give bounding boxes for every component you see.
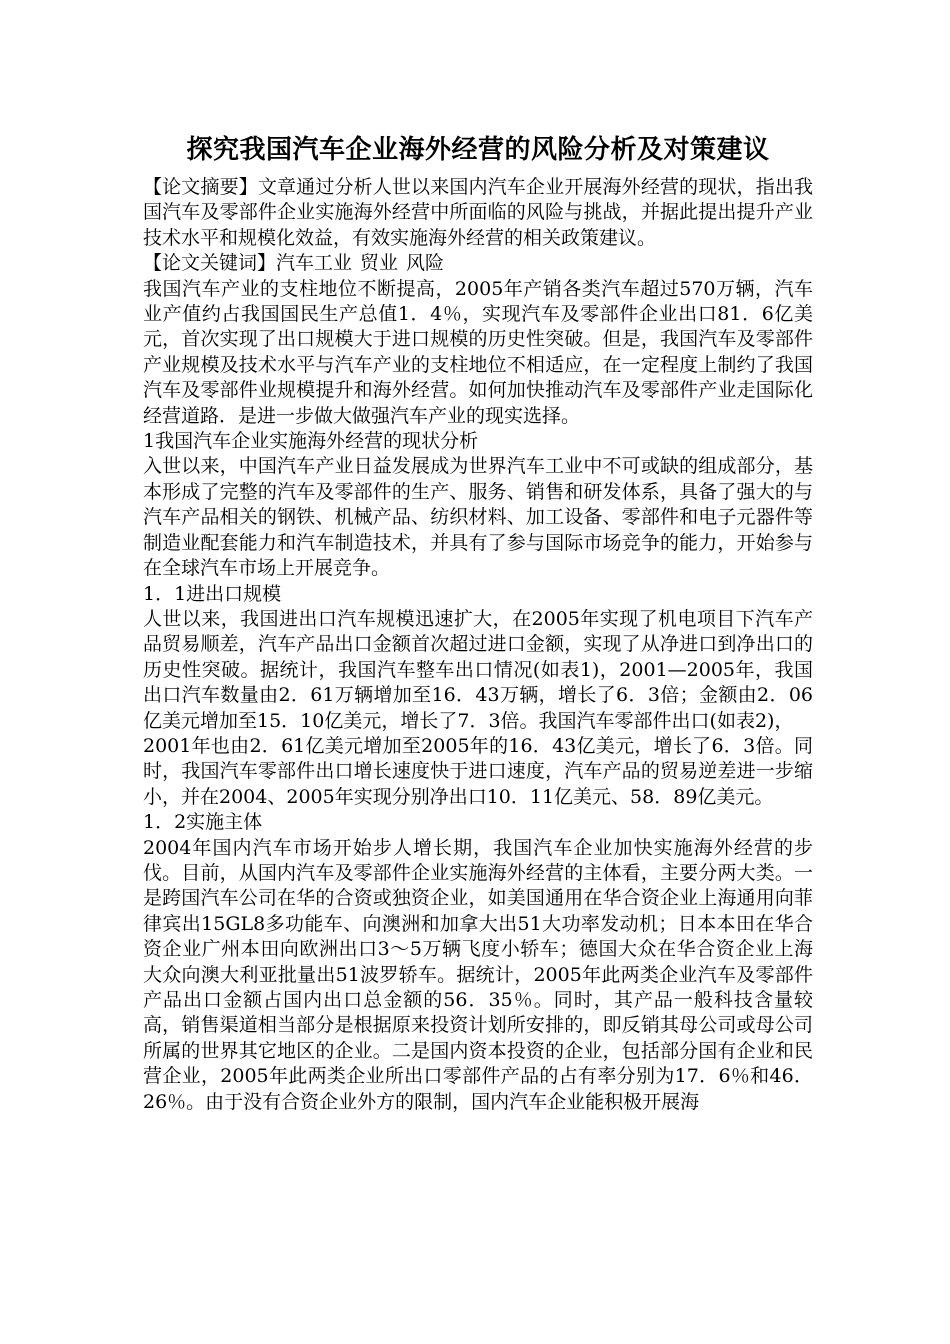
intro-paragraph: 我国汽车产业的支柱地位不断提高，2005年产销各类汽车超过570万辆，汽车业产值约占我国国民生产总值1．4％，实现汽车及零部件企业出口81．6亿美元，首次实现了出口规模大于进口规模的历史性突破。但是，我国汽车及零部件产业规模及技术水平与汽车产业的支柱地位不相适应，在一定程度上制约了我国汽车及零部件业规模提升和海外经营。如何加快推动汽车及零部件产业走国际化经营道路．是进一步做大做强汽车产业的现实选择。	[143, 277, 813, 427]
body-paragraph: 2004年国内汽车市场开始步人增长期，我国汽车企业加快实施海外经营的步伐。目前，从国内汽车及零部件企业实施海外经营的主体看，主要分两大类。一是跨国汽车公司在华的合资或独资企业，如美国通用在华合资企业上海通用向菲律宾出15GL8多功能车、向澳洲和加拿大出51大功率发动机；日本本田在华合资企业广州本田向欧洲出口3～5万辆飞度小轿车；德国大众在华合资企业上海大众向澳大利亚批量出51波罗轿车。据统计，2005年此两类企业汽车及零部件产品出口金额占国内出口总金额的56．35％。同时，其产品一般科技含量较高，销售渠道相当部分是根据原来投资计划所安排的，即反销其母公司或母公司所属的世界其它地区的企业。二是国内资本投资的企业，包括部分国有企业和民营企业，2005年此两类企业所出口零部件产品的占有率分别为17．6％和46．26％。由于没有合资企业外方的限制，国内汽车企业能积极开展海	[143, 836, 813, 1113]
keywords-line	[143, 251, 813, 276]
document-title: 探究我国汽车企业海外经营的风险分析及对策建议	[186, 135, 770, 165]
section-heading: 1我国汽车企业实施海外经营的现状分析	[143, 430, 479, 453]
subsection-heading: 1．2实施主体	[143, 811, 263, 834]
keyword-item: 风险	[406, 252, 445, 275]
keywords-label: 【论文关键词】	[143, 252, 277, 275]
body-paragraph: 入世以来，中国汽车产业日益发展成为世界汽车工业中不可或缺的组成部分，基本形成了完整的汽车及零部件的生产、服务、销售和研发体系，具备了强大的与汽车产品相关的钢铁、机械产品、纺织材料、加工设备、零部件和电子元器件等制造业配套能力和汽车制造技术，并具有了参与国际市场竞争的能力，开始参与在全球汽车市场上开展竞争。	[143, 455, 813, 580]
subsection-heading: 1．1进出口规模	[143, 582, 282, 605]
body-paragraph: 2001年也由2．61亿美元增加至2005年的16．43亿美元，增长了6．3倍。同时，我国汽车零部件出口增长速度快于进口速度，汽车产品的贸易逆差进一步缩小，并在2004、2005年实现分别净出口10．11亿美元、58．89亿美元。	[143, 734, 813, 808]
document-page	[143, 128, 813, 1115]
abstract-paragraph: 【论文摘要】文章通过分析人世以来国内汽车企业开展海外经营的现状，指出我国汽车及零部件企业实施海外经营中所面临的风险与挑战，并据此提出提升产业技术水平和规模化效益，有效实施海外经营的相关政策建议。	[143, 176, 813, 249]
keyword-item: 贸业	[360, 252, 399, 275]
keyword-item: 汽车工业	[276, 252, 353, 275]
body-paragraph: 人世以来，我国进出口汽车规模迅速扩大，在2005年实现了机电项目下汽车产品贸易顺差，汽车产品出口金额首次超过进口金额，实现了从净进口到净出口的历史性突破。据统计，我国汽车整车出口情况(如表1)，2001—2005年，我国出口汽车数量由2．61万辆增加至16．43万辆，增长了6．3倍；金额由2．06亿美元增加至15．10亿美元，增长了7．3倍。我国汽车零部件出口(如表2)，	[143, 607, 813, 732]
